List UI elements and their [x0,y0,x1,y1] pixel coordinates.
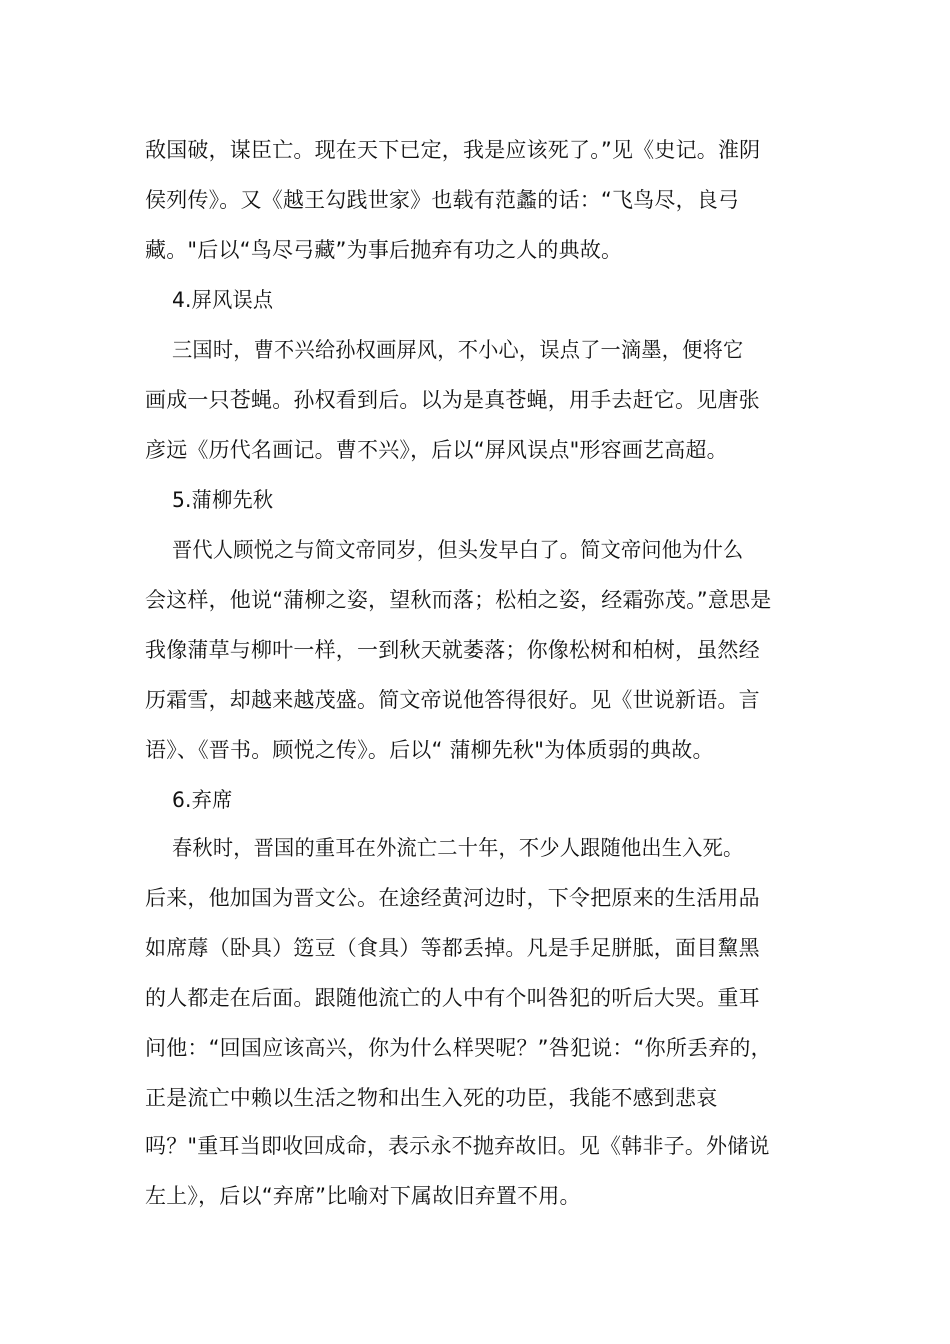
section-heading: 6.弃席 [172,788,233,812]
paragraph-line: 敌国破，谋臣亡。现在天下已定，我是应该死了。”见《史记。淮阴 [145,138,761,162]
paragraph-line: 侯列传》。又《越王勾践世家》也载有范蠡的话：“飞鸟尽，良弓 [145,188,740,212]
paragraph-line: 春秋时，晋国的重耳在外流亡二十年，不少人跟随他出生入死。 [172,836,744,860]
paragraph-line: 吗？"重耳当即收回成命，表示永不抛弃故旧。见《韩非子。外储说 [145,1134,770,1158]
paragraph-line: 晋代人顾悦之与简文帝同岁，但头发早白了。简文帝问他为什么 [172,538,744,562]
paragraph-line: 的人都走在后面。跟随他流亡的人中有个叫咎犯的听后大哭。重耳 [145,986,760,1010]
paragraph-line: 正是流亡中赖以生活之物和出生入死的功臣，我能不感到悲哀 [145,1086,718,1110]
paragraph-line: 会这样，他说“蒲柳之姿，望秋而落；松柏之姿，经霜弥茂。”意思是 [145,588,772,612]
paragraph-line: 三国时，曹不兴给孙权画屏风，不小心，误点了一滴墨，便将它 [172,338,744,362]
paragraph-line: 后来，他加国为晋文公。在途经黄河边时，下令把原来的生活用品 [145,886,760,910]
paragraph-line: 如席蓐（卧具）笾豆（食具）等都丢掉。凡是手足胼胝，面目黧黑 [145,936,760,960]
paragraph-line: 彦远《历代名画记。曹不兴》，后以“屏风误点"形容画艺高超。 [145,438,728,462]
section-heading: 4.屏风误点 [172,288,274,312]
paragraph-line: 左上》，后以“弃席”比喻对下属故旧弃置不用。 [145,1184,581,1208]
paragraph-line: 语》、《晋书。顾悦之传》。后以“ 蒲柳先秋"为体质弱的典故。 [145,738,714,762]
paragraph-line: 画成一只苍蝇。孙权看到后。以为是真苍蝇，用手去赶它。见唐张 [145,388,760,412]
paragraph-line: 藏。"后以“鸟尽弓藏”为事后抛弃有功之人的典故。 [145,238,623,262]
section-heading: 5.蒲柳先秋 [172,488,274,512]
paragraph-line: 问他：“回国应该高兴，你为什么样哭呢？”咎犯说：“你所丢弃的， [145,1036,772,1060]
paragraph-line: 历霜雪，却越来越茂盛。简文帝说他答得很好。见《世说新语。言 [145,688,760,712]
paragraph-line: 我像蒲草与柳叶一样，一到秋天就萎落；你像松树和柏树，虽然经 [145,638,760,662]
